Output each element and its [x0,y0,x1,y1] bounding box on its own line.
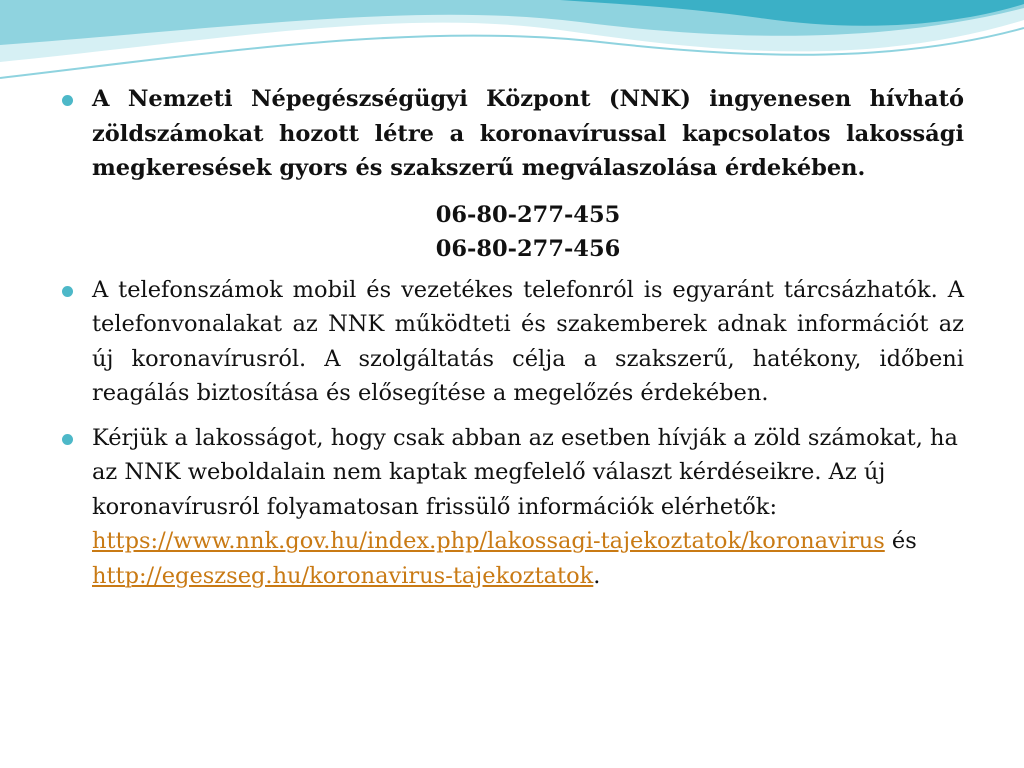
bullet-text-websites [92,421,964,594]
nnk-link[interactable]: https://www.nnk.gov.hu/index.php/lakossagi-tajekoztatok/koronavirus [92,528,885,554]
phone-number-1: 06-80-277-455 [435,201,621,228]
connector-text: és [891,528,917,554]
bullet-dot-icon [62,434,73,445]
bullet-text-dialing: A telefonszámok mobil és vezetékes telefonról is egyaránt tárcsázhatók. A telefonvonalakat az NNK működteti és szakemberek adnak információt az új koronavírusról. A szolgáltatás célja a szakszerű, hatékony, időbeni reagálás biztosítása és elősegítése a megelőzés érdekében. [92,276,964,406]
slide-content [62,82,964,593]
bullet-item-dialing [62,273,964,411]
bullet-item-intro [62,82,964,186]
egeszseg-link[interactable]: http://egeszseg.hu/koronavirus-tajekoztatok [92,562,594,589]
bullet-item-websites [62,421,964,594]
phone-number-2: 06-80-277-456 [435,236,621,262]
bullet-dot-icon [62,286,73,297]
phone-numbers [62,198,964,267]
bullet-text-intro: A Nemzeti Népegészségügyi Központ (NNK) ingyenesen hívható zöldszámokat hozott létre a koronavírussal kapcsolatos lakossági megkeresések gyors és szakszerű megválaszolása érdekében. [92,86,964,181]
websites-text: Kérjük a lakosságot, hogy csak abban az esetben hívják a zöld számokat, ha az NNK weboldalain nem kaptak megfelelő választ kérdéseikre. Az új koronavírusról folyamatosan frissülő információk elérhetők: [92,424,958,520]
sentence-end: . [593,562,601,589]
bullet-dot-icon [62,95,73,106]
